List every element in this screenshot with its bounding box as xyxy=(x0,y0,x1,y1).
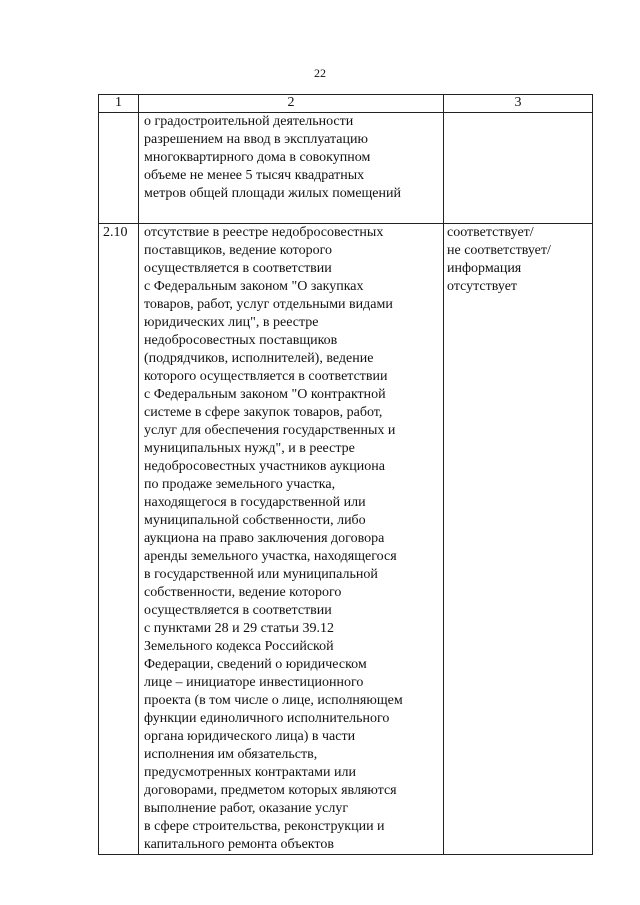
text-line: поставщиков, ведение которого xyxy=(144,243,332,258)
text-line: отсутствие в реестре недобросовестных xyxy=(144,225,384,240)
text-line: услуг для обеспечения государственных и xyxy=(144,423,396,438)
text-line: системе в сфере закупок товаров, работ, xyxy=(144,405,383,420)
row-number: 2.10 xyxy=(99,224,139,855)
status-line: информация xyxy=(447,261,522,276)
text-line: капитального ремонта объектов xyxy=(144,837,334,852)
text-line: осуществляется в соответствии xyxy=(144,603,332,618)
text-line: юридических лиц", в реестре xyxy=(144,315,319,330)
text-line: осуществляется в соответствии xyxy=(144,261,332,276)
requirement-text xyxy=(139,224,444,855)
column-header-1: 1 xyxy=(99,95,139,113)
text-line: функции единоличного исполнительного xyxy=(144,711,390,726)
text-line: органа юридического лица) в части xyxy=(144,729,356,744)
text-line: собственности, ведение которого xyxy=(144,585,342,600)
text-line: с Федеральным законом "О закупках xyxy=(144,279,364,294)
requirement-text xyxy=(139,113,444,224)
requirements-table xyxy=(98,94,593,855)
page-number: 22 xyxy=(314,66,326,80)
text-line: Земельного кодекса Российской xyxy=(144,639,334,654)
status-line: соответствует/ xyxy=(447,225,534,240)
text-line: недобросовестных поставщиков xyxy=(144,333,338,348)
column-header-2: 2 xyxy=(139,95,444,113)
text-line: по продаже земельного участка, xyxy=(144,477,336,492)
text-line: муниципальной собственности, либо xyxy=(144,513,366,528)
text-line: предусмотренных контрактами или xyxy=(144,765,356,780)
text-line: метров общей площади жилых помещений xyxy=(144,186,401,201)
text-line: муниципальных нужд", и в реестре xyxy=(144,441,355,456)
status-line: отсутствует xyxy=(447,279,518,294)
text-line: находящегося в государственной или xyxy=(144,495,366,510)
text-line: аренды земельного участка, находящегося xyxy=(144,549,397,564)
row-number xyxy=(99,113,139,224)
text-line: проекта (в том числе о лице, исполняющем xyxy=(144,693,403,708)
text-line: в государственной или муниципальной xyxy=(144,567,378,582)
table-row xyxy=(99,113,593,224)
text-line: лице – инициаторе инвестиционного xyxy=(144,675,364,690)
text-line: выполнение работ, оказание услуг xyxy=(144,801,349,816)
text-line: с пунктами 28 и 29 статьи 39.12 xyxy=(144,621,335,636)
text-line: которого осуществляется в соответствии xyxy=(144,369,388,384)
table-row xyxy=(99,224,593,855)
text-line: с Федеральным законом "О контрактной xyxy=(144,387,386,402)
text-line: исполнения им обязательств, xyxy=(144,747,318,762)
text-line: товаров, работ, услуг отдельными видами xyxy=(144,297,393,312)
text-line: недобросовестных участников аукциона xyxy=(144,459,385,474)
text-line: договорами, предметом которых являются xyxy=(144,783,397,798)
compliance-status xyxy=(444,224,593,855)
text-line: объеме не менее 5 тысяч квадратных xyxy=(144,168,365,183)
text-line: (подрядчиков, исполнителей), ведение xyxy=(144,351,374,366)
compliance-status xyxy=(444,113,593,224)
column-header-3: 3 xyxy=(444,95,593,113)
text-line: в сфере строительства, реконструкции и xyxy=(144,819,385,834)
text-line: Федерации, сведений о юридическом xyxy=(144,657,367,672)
status-line: не соответствует/ xyxy=(447,243,551,258)
text-line: о градостроительной деятельности xyxy=(144,114,354,129)
text-line: разрешением на ввод в эксплуатацию xyxy=(144,132,368,147)
text-line: многоквартирного дома в совокупном xyxy=(144,150,371,165)
text-line: аукциона на право заключения договора xyxy=(144,531,385,546)
table-header-row xyxy=(99,95,593,113)
